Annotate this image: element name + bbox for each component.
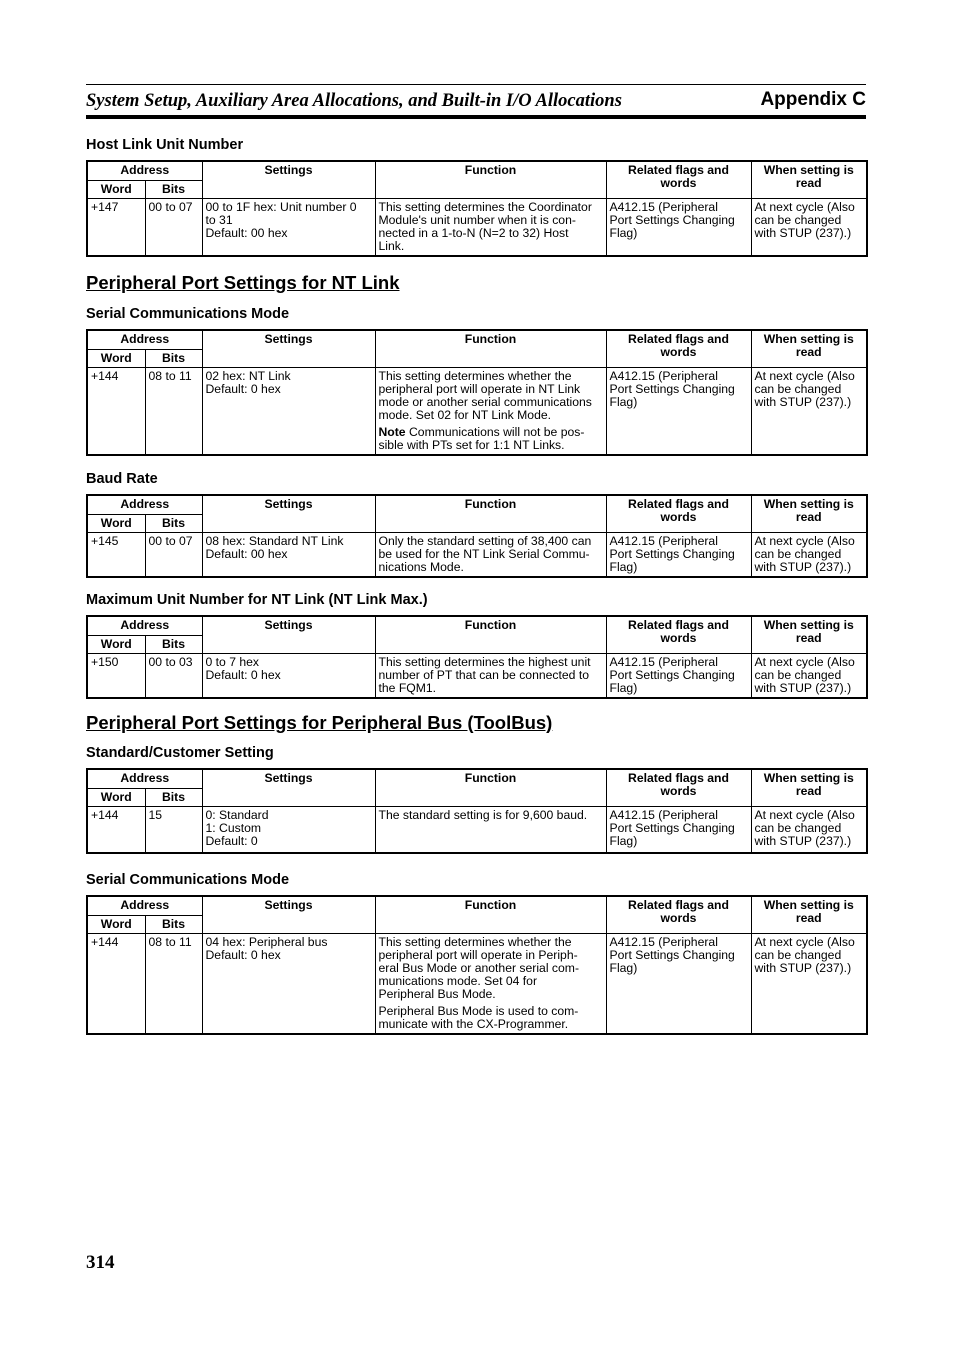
bits-cell: 00 to 03	[145, 654, 202, 699]
section-heading-nt-serial: Serial Communications Mode	[86, 306, 290, 322]
table-row	[87, 807, 867, 853]
related-cell	[606, 807, 751, 853]
related-line: Flag)	[609, 961, 638, 975]
related-line: Port Settings Changing	[609, 547, 735, 561]
when-line: can be changed	[754, 668, 842, 682]
function-header: Function	[375, 769, 606, 807]
host-link-table	[86, 160, 868, 257]
function-cell	[375, 654, 606, 699]
bits-header: Bits	[145, 515, 202, 533]
word-header: Word	[87, 515, 145, 533]
related-line: Flag)	[609, 560, 638, 574]
related-line: Flag)	[609, 834, 638, 848]
function-line: Module's unit number when it is con-	[378, 213, 576, 227]
std-cust-table	[86, 768, 868, 854]
settings-header: Settings	[202, 896, 375, 934]
table-header-row	[87, 495, 867, 515]
related-cell	[606, 934, 751, 1035]
settings-line: Default: 0 hex	[205, 668, 281, 682]
function-line: eral Bus Mode or another serial com-	[378, 961, 580, 975]
related-line: A412.15 (Peripheral	[609, 200, 718, 214]
bits-cell: 15	[145, 807, 202, 853]
related-header: Related flags and words	[606, 769, 751, 807]
settings-line: 00 to 1F hex: Unit number 0	[205, 200, 357, 214]
when-line: can be changed	[754, 382, 842, 396]
table-header-row	[87, 896, 867, 916]
address-header: Address	[87, 769, 202, 789]
word-cell: +144	[87, 368, 145, 456]
section-heading-host-link: Host Link Unit Number	[86, 137, 244, 153]
pb-serial-table	[86, 895, 868, 1035]
function-header: Function	[375, 896, 606, 934]
related-line: Port Settings Changing	[609, 668, 735, 682]
function-line: nications Mode.	[378, 560, 464, 574]
settings-line: 08 hex: Standard NT Link	[205, 534, 344, 548]
settings-line: Default: 0	[205, 834, 258, 848]
word-cell: +147	[87, 199, 145, 257]
settings-line: Default: 00 hex	[205, 226, 288, 240]
function-cell	[375, 934, 606, 1035]
when-header: When setting is read	[751, 495, 867, 533]
word-header: Word	[87, 350, 145, 368]
when-line: can be changed	[754, 821, 842, 835]
when-line: At next cycle (Also	[754, 534, 855, 548]
when-line: can be changed	[754, 547, 842, 561]
function-cell	[375, 368, 606, 456]
related-line: A412.15 (Peripheral	[609, 935, 718, 949]
function-line: This setting determines whether the	[378, 935, 572, 949]
function-line: peripheral port will operate in NT Link	[378, 382, 581, 396]
settings-line: 0 to 7 hex	[205, 655, 260, 669]
function-line: peripheral port will operate in Periph-	[378, 948, 578, 962]
function-header: Function	[375, 495, 606, 533]
section-title-nt-link: Peripheral Port Settings for NT Link	[86, 272, 400, 293]
when-line: can be changed	[754, 213, 842, 227]
function-line: Link.	[378, 239, 405, 253]
settings-line: Default: 0 hex	[205, 382, 281, 396]
related-line: A412.15 (Peripheral	[609, 655, 718, 669]
when-line: At next cycle (Also	[754, 369, 855, 383]
table-header-row	[87, 330, 867, 350]
function-line: munications mode. Set 04 for	[378, 974, 538, 988]
when-line: with STUP (237).)	[754, 834, 852, 848]
related-header: Related flags and words	[606, 616, 751, 654]
related-line: Flag)	[609, 226, 638, 240]
when-cell	[751, 807, 867, 853]
when-header: When setting is read	[751, 161, 867, 199]
table-row	[87, 934, 867, 1035]
settings-header: Settings	[202, 495, 375, 533]
related-line: A412.15 (Peripheral	[609, 369, 718, 383]
bits-cell: 00 to 07	[145, 199, 202, 257]
function-line: mode. Set 02 for NT Link Mode.	[378, 408, 552, 422]
address-header: Address	[87, 616, 202, 636]
function-header: Function	[375, 330, 606, 368]
related-line: Flag)	[609, 681, 638, 695]
settings-cell	[202, 807, 375, 853]
table-header-row	[87, 769, 867, 789]
when-header: When setting is read	[751, 616, 867, 654]
settings-cell	[202, 654, 375, 699]
function-line: mode or another serial communications	[378, 395, 592, 409]
related-cell	[606, 199, 751, 257]
section-title-toolbus: Peripheral Port Settings for Peripheral Bus (ToolBus)	[86, 712, 553, 733]
settings-line: Default: 0 hex	[205, 948, 281, 962]
settings-line: 02 hex: NT Link	[205, 369, 291, 383]
note-text: Communications will not be pos-	[408, 425, 585, 439]
settings-cell	[202, 934, 375, 1035]
function-line: number of PT that can be connected to	[378, 668, 589, 682]
page-header	[86, 84, 866, 119]
baud-table	[86, 494, 868, 578]
when-cell	[751, 199, 867, 257]
word-header: Word	[87, 789, 145, 807]
when-line: can be changed	[754, 948, 842, 962]
address-header: Address	[87, 896, 202, 916]
related-cell	[606, 368, 751, 456]
word-cell: +145	[87, 533, 145, 578]
when-header: When setting is read	[751, 769, 867, 807]
bits-header: Bits	[145, 181, 202, 199]
table-header-row	[87, 616, 867, 636]
related-header: Related flags and words	[606, 495, 751, 533]
table-row	[87, 533, 867, 578]
bits-header: Bits	[145, 636, 202, 654]
address-header: Address	[87, 495, 202, 515]
settings-header: Settings	[202, 616, 375, 654]
related-line: Port Settings Changing	[609, 948, 735, 962]
related-line: A412.15 (Peripheral	[609, 808, 718, 822]
function-line: This setting determines whether the	[378, 369, 572, 383]
address-header: Address	[87, 330, 202, 350]
word-cell: +150	[87, 654, 145, 699]
related-header: Related flags and words	[606, 896, 751, 934]
function-line: the FQM1.	[378, 681, 437, 695]
settings-line: Default: 00 hex	[205, 547, 288, 561]
word-header: Word	[87, 181, 145, 199]
function-line: Peripheral Bus Mode is used to com-	[378, 1004, 579, 1018]
related-header: Related flags and words	[606, 161, 751, 199]
when-line: with STUP (237).)	[754, 961, 852, 975]
word-cell: +144	[87, 934, 145, 1035]
settings-cell	[202, 199, 375, 257]
function-header: Function	[375, 161, 606, 199]
function-line: This setting determines the Coordinator	[378, 200, 592, 214]
bits-header: Bits	[145, 350, 202, 368]
table-row	[87, 654, 867, 699]
when-cell	[751, 533, 867, 578]
word-header: Word	[87, 636, 145, 654]
bits-cell: 08 to 11	[145, 368, 202, 456]
note-label: Note	[378, 425, 406, 439]
section-heading-std-cust: Standard/Customer Setting	[86, 745, 274, 761]
when-line: with STUP (237).)	[754, 395, 852, 409]
note-text: sible with PTs set for 1:1 NT Links.	[378, 438, 565, 452]
note-paragraph	[379, 426, 603, 452]
related-line: Port Settings Changing	[609, 821, 735, 835]
address-header: Address	[87, 161, 202, 181]
table-header-row	[87, 161, 867, 181]
when-line: with STUP (237).)	[754, 560, 852, 574]
function-cell	[375, 533, 606, 578]
related-cell	[606, 533, 751, 578]
related-line: Flag)	[609, 395, 638, 409]
when-header: When setting is read	[751, 896, 867, 934]
bits-cell: 00 to 07	[145, 533, 202, 578]
when-line: with STUP (237).)	[754, 681, 852, 695]
settings-cell	[202, 533, 375, 578]
function-paragraph-2	[379, 1005, 603, 1031]
function-cell	[375, 199, 606, 257]
section-heading-pb-serial: Serial Communications Mode	[86, 872, 290, 888]
header-title: System Setup, Auxiliary Area Allocations, and Built-in I/O Allocations	[86, 91, 622, 111]
when-line: with STUP (237).)	[754, 226, 852, 240]
related-header: Related flags and words	[606, 330, 751, 368]
settings-line: 0: Standard	[205, 808, 269, 822]
nt-serial-table	[86, 329, 868, 456]
when-line: At next cycle (Also	[754, 808, 855, 822]
when-line: At next cycle (Also	[754, 200, 855, 214]
when-cell	[751, 654, 867, 699]
related-cell	[606, 654, 751, 699]
function-line: be used for the NT Link Serial Commu-	[378, 547, 590, 561]
function-cell	[375, 807, 606, 853]
related-line: Port Settings Changing	[609, 213, 735, 227]
related-line: Port Settings Changing	[609, 382, 735, 396]
word-cell: +144	[87, 807, 145, 853]
page-number: 314	[86, 1252, 115, 1273]
word-header: Word	[87, 916, 145, 934]
function-header: Function	[375, 616, 606, 654]
function-line: nected in a 1-to-N (N=2 to 32) Host	[378, 226, 569, 240]
section-heading-max-unit: Maximum Unit Number for NT Link (NT Link Max.)	[86, 592, 428, 608]
function-line: The standard setting is for 9,600 baud.	[378, 808, 588, 822]
settings-header: Settings	[202, 330, 375, 368]
section-heading-baud: Baud Rate	[86, 471, 158, 487]
settings-line: 1: Custom	[205, 821, 262, 835]
bits-cell: 08 to 11	[145, 934, 202, 1035]
settings-header: Settings	[202, 161, 375, 199]
when-header: When setting is read	[751, 330, 867, 368]
table-row	[87, 199, 867, 257]
when-line: At next cycle (Also	[754, 655, 855, 669]
related-line: A412.15 (Peripheral	[609, 534, 718, 548]
appendix-label: Appendix C	[760, 89, 866, 110]
function-line: Only the standard setting of 38,400 can	[378, 534, 592, 548]
settings-line: to 31	[205, 213, 233, 227]
settings-line: 04 hex: Peripheral bus	[205, 935, 328, 949]
function-line: Peripheral Bus Mode.	[378, 987, 496, 1001]
when-cell	[751, 368, 867, 456]
when-cell	[751, 934, 867, 1035]
bits-header: Bits	[145, 916, 202, 934]
when-line: At next cycle (Also	[754, 935, 855, 949]
max-unit-table	[86, 615, 868, 699]
function-line: municate with the CX-Programmer.	[378, 1017, 569, 1031]
function-line: This setting determines the highest unit	[378, 655, 591, 669]
settings-cell	[202, 368, 375, 456]
bits-header: Bits	[145, 789, 202, 807]
table-row	[87, 368, 867, 456]
settings-header: Settings	[202, 769, 375, 807]
